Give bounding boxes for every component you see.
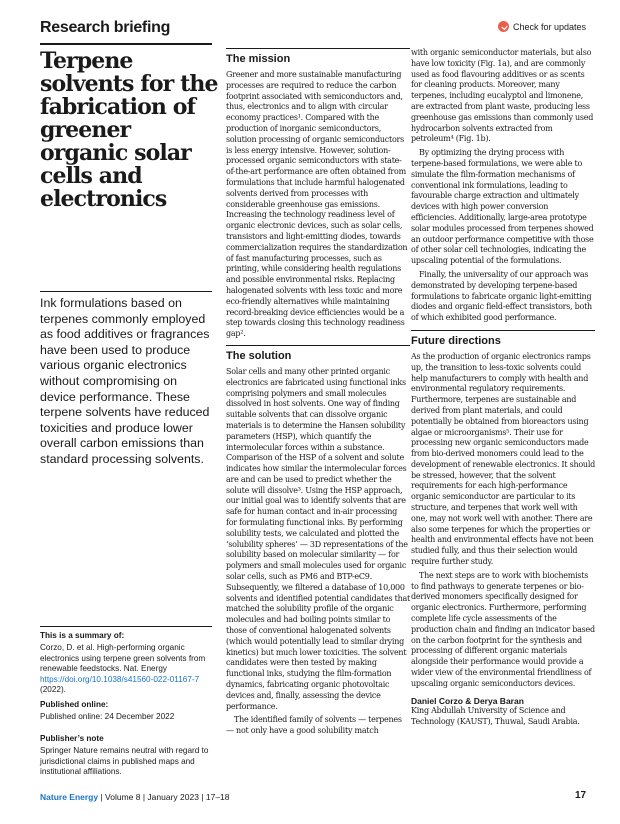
page-number: 17 bbox=[575, 790, 587, 801]
future-heading: Future directions bbox=[411, 334, 501, 347]
solution-heading: The solution bbox=[226, 349, 292, 362]
future-text-2: The next steps are to work with biochemists to find pathways to generate terpenes or bio-derived monomers specifically designed for organic electronics. Furthermore, performing complete life cycle assessments of the production chain and finding an indicator based on the carbon footprint for the synthesis and processing of different organic materials alongside their performance would provide a wider view of the environmental friendliness of upscaling organic semiconductors devices. bbox=[411, 570, 595, 688]
results-text-2: By optimizing the drying process with terpene-based formulations, we were able to simulate the film-formation mechanisms of conventional ink formulations, leading to favourable charge extraction and ultimately devices with high power conversion efficiencies. Additionally, large-area prototype solar modules processed from terpenes showed an outdoor performance competitive with those of other solar cell technologies, indicating the upscaling potential of the formulations. bbox=[411, 148, 594, 266]
headline: Terpene solvents for the fabrication of greener organic solar cells and electronics bbox=[40, 48, 218, 212]
citation-year: (2022). bbox=[40, 685, 66, 695]
doi-link[interactable]: https://doi.org/10.1038/s41560-022-01167-7 bbox=[40, 674, 200, 684]
mission-heading: The mission bbox=[226, 53, 291, 65]
journal-name: Nature Energy bbox=[40, 792, 99, 802]
publisher-note-box bbox=[40, 734, 218, 778]
solution-text-1: Solar cells and many other printed organic electronics are fabricated using functional inks comprising polymers and small molecules dissolved in host solvents. One way of finding suitable solvents that can dissolve organic materials is to determine the Hansen solubility parameters (HSP), which quantify the intermolecular forces within a substance. Comparison of the HSP of a solvent and solute indicates how similar the intermolecular forces are and can be used to predict whether the solute will dissolve³. Using the HSP approach, our initial goal was to identify solvents that are safe for human contact and in-air processing for formulating functional inks. By performing solubility tests, we calculated and plotted the ‘solubility spheres’ — 3D representations of the solubility based on molecular similarity — for polymers and small molecules used for organic solar cells, such as PM6 and BTP-eC9. Subsequently, we filtered a database of 10,000 solvents and identified potential candidates that matched the solubility profile of the organic molecules and had boiling points similar to those of conventional halogenated solvents (which would potentially lead to similar drying kinetics) but much lower toxicities. The solvent candidates were then tested by making functional inks, studying the film-formation dynamics, fabricating organic photovoltaic devices and, finally, assessing the device performance. bbox=[226, 366, 410, 711]
column-rule bbox=[226, 48, 410, 49]
results-text-3: Finally, the universality of our approach was demonstrated by developing terpene-based formulations to fabricate organic light-emitting diodes and organic field-effect transistors, both of which exhibited good performance. bbox=[411, 269, 592, 323]
citation-text: Corzo, D. et al. High-performing organic electronics using terpene green solvents from renewable feedstocks. Nat. Energy bbox=[40, 643, 206, 674]
footer bbox=[40, 792, 230, 802]
note-heading: Publisher’s note bbox=[40, 734, 104, 743]
authors: Daniel Corzo & Derya Baran bbox=[411, 695, 524, 706]
sidebar-rule bbox=[40, 626, 212, 627]
solution-text-2: The identified family of solvents — terpenes — not only have a good solubility match bbox=[226, 715, 402, 736]
check-for-updates-label: Check for updates bbox=[513, 21, 587, 32]
lead-rule bbox=[40, 291, 212, 292]
journal-details: | Volume 8 | January 2023 | 17–18 bbox=[100, 792, 230, 802]
future-text-1: As the production of organic electronics ramps up, the transition to less-toxic solvents could help manufacturers to comply with health and environmental regulatory requirements. Furthermore, terpenes are sustainable and derived from plant materials, and could potentially be obtained from bioreactors using algae or microorganisms⁵. Their use for processing new organic semiconductors made from bio-derived monomers could lead to the development of renewable electronics. It should be stressed, however, that the solvent requirements for each high-performance organic semiconductor are particular to its structure, and terpenes that work well with one, may not work well with another. There are also some terpenes for which the properties or health and environmental effects have not been studied fully, and thus their selection would require further study. bbox=[411, 351, 595, 567]
summary-heading: This is a summary of: bbox=[40, 631, 125, 640]
summary-box bbox=[40, 631, 218, 695]
summary-citation bbox=[40, 643, 218, 695]
published-box bbox=[40, 700, 218, 723]
mission-text: Greener and more sustainable manufacturing processes are required to reduce the carbon footprint associated with semiconductors and, thus, electronics and to align with circular economy practices¹. Compared with the production of inorganic semiconductors, solution processing of organic semiconductors is less energy intensive. However, solution-processed organic semiconductors with state-of-the-art performance are often obtained from formulations that include harmful halogenated solvents derived from processes with considerable greenhouse gas emissions. Increasing the technology readiness level of organic electronic devices, such as solar cells, transistors and light-emitting diodes, towards commercialization requires the standardization of fast manufacturing processes, such as printing, while considering health regulations and possible environmental risks. Replacing halogenated solvents with less toxic and more eco-friendly alternatives while maintaining record-breaking device efficiencies would be a step towards closing this technology readiness gap². bbox=[226, 70, 408, 339]
section-label: Research briefing bbox=[40, 19, 171, 36]
published-heading: Published online: bbox=[40, 700, 109, 709]
published-text: Published online: 24 December 2022 bbox=[40, 712, 175, 722]
check-updates-icon bbox=[498, 21, 509, 32]
column-middle bbox=[226, 48, 410, 740]
section-divider bbox=[226, 345, 410, 346]
results-text-1: with organic semiconductor materials, but also have low toxicity (Fig. 1a), and are commonly used as food flavouring additives or as scents for cleaning products. Moreover, many terpenes, including eucalyptol and limonene, are extracted from plant waste, producing less greenhouse gas emissions than commonly used hydrocarbon solvents extracted from petroleum⁴ (Fig. 1b). bbox=[411, 48, 594, 144]
lead-paragraph: Ink formulations based on terpenes commonly employed as food additives or fragrances have been used to produce various organic electronics without compromising on device performance. These terpene solvents have reduced toxicities and produce lower overall carbon emissions than standard processing solvents. bbox=[40, 296, 210, 466]
affiliation: King Abdullah University of Science and Technology (KAUST), Thuwal, Saudi Arabia. bbox=[411, 706, 580, 727]
note-text: Springer Nature remains neutral with regard to jurisdictional claims in published maps and institutional affiliations. bbox=[40, 746, 209, 777]
column-right bbox=[411, 48, 595, 728]
section-divider bbox=[411, 330, 595, 331]
check-for-updates-button[interactable] bbox=[498, 21, 586, 32]
section-rule bbox=[40, 43, 212, 45]
